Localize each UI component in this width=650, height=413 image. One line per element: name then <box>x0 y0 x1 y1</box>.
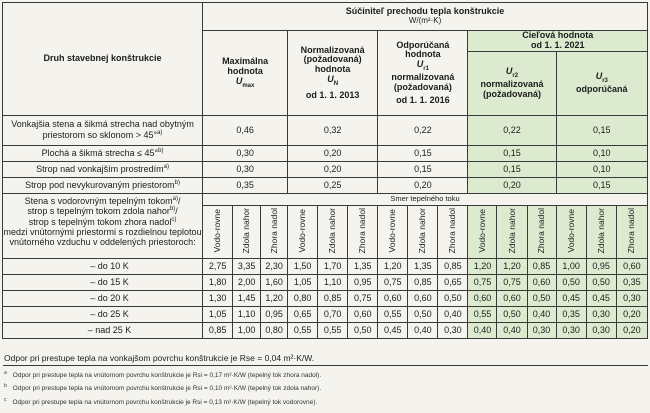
cell-ur2: 0,20 <box>468 178 556 194</box>
norm-date: od 1. 1. 2013 <box>305 89 360 100</box>
row-label <box>3 178 203 194</box>
table-cell: 0,50 <box>408 307 438 323</box>
direction-label-cell <box>378 206 408 259</box>
odp-subscript: r1 <box>423 66 429 73</box>
table-cell: 0,30 <box>438 323 468 339</box>
table-cell: 0,30 <box>616 291 647 307</box>
table-cell: 0,35 <box>556 307 586 323</box>
table-cell: 0,40 <box>497 323 527 339</box>
column-header-ur3 <box>556 52 647 116</box>
direction-label-cell <box>408 206 438 259</box>
row-label <box>3 116 203 146</box>
ur3-subscript: r3 <box>602 78 608 85</box>
table-cell: 0,30 <box>586 307 616 323</box>
direction-label-cell <box>468 206 497 259</box>
table-cell: 1,20 <box>378 259 408 275</box>
norm-symbol: U <box>327 74 334 85</box>
table-cell: 0,75 <box>378 275 408 291</box>
cell-ur2: 0,15 <box>468 146 556 162</box>
main-title: Súčiniteľ prechodu tepla konštrukcie <box>345 6 505 17</box>
complex-label-line2: strop s tepelným tokom zdola nahor <box>27 206 170 217</box>
table-cell: 0,75 <box>497 275 527 291</box>
norm-line3: hodnota <box>314 64 351 75</box>
direction-label: Zdola nahor <box>595 207 606 254</box>
footnote-b <box>3 379 648 393</box>
table-cell: 0,30 <box>586 323 616 339</box>
direction-label: Zhora nadol <box>268 207 279 254</box>
row-label-note: a) <box>163 164 169 171</box>
table-cell: 0,60 <box>527 275 556 291</box>
column-header-target <box>468 31 648 52</box>
odp-line1: Odporúčaná <box>396 39 450 50</box>
max-line1: Maximálna <box>222 55 269 66</box>
odp-line2: hodnota <box>405 49 441 60</box>
table-cell: 0,70 <box>318 307 348 323</box>
table-cell: 1,80 <box>203 275 233 291</box>
ur3-line1: odporúčaná <box>576 83 628 94</box>
column-header-ur2 <box>468 52 556 116</box>
complex-label-line2-note: b) <box>169 206 176 213</box>
ur2-subscript: r2 <box>512 73 519 80</box>
table-cell: 1,20 <box>468 259 497 275</box>
direction-label: Vodo-rovne <box>387 208 398 253</box>
complex-label-line3-note: c) <box>171 216 177 223</box>
table-row <box>3 323 648 339</box>
footnote-c-text: Odpor pri prestupe tepla na vnútornom povrchu konštrukcie je Rsi = 0,13 m²·K/W (tepelný tok vodorovne). <box>12 399 318 407</box>
direction-label: Zhora nadol <box>357 207 368 254</box>
table-row <box>3 162 648 178</box>
row-label: – do 25 K <box>3 307 203 323</box>
table-cell: 0,65 <box>438 275 468 291</box>
footnote-b-mark: b <box>4 383 7 389</box>
cell-ur1: 0,22 <box>378 116 468 146</box>
row-label: – nad 25 K <box>3 323 203 339</box>
table-cell: 0,85 <box>438 259 468 275</box>
row-label-note: b) <box>158 148 164 155</box>
table-cell: 0,35 <box>616 275 647 291</box>
cell-un: 0,25 <box>288 178 378 194</box>
table-cell: 1,35 <box>408 259 438 275</box>
table-row <box>3 275 648 291</box>
table-cell: 0,40 <box>408 323 438 339</box>
table-cell: 0,55 <box>288 323 318 339</box>
direction-header: Smer tepelného toku <box>203 194 648 206</box>
table-cell: 3,35 <box>233 259 261 275</box>
odp-date: od 1. 1. 2016 <box>396 94 450 105</box>
norm-line1: Normalizovaná <box>300 44 365 55</box>
complex-label-line1: Stena s vodorovným tepelným tokom <box>24 196 173 206</box>
direction-label: Zdola nahor <box>241 207 252 254</box>
cell-ur3: 0,15 <box>556 116 647 146</box>
table-cell: 0,40 <box>468 323 497 339</box>
table-cell: 0,30 <box>527 323 556 339</box>
direction-label-cell <box>527 206 556 259</box>
table-cell: 0,20 <box>616 307 647 323</box>
complex-label-line4: medzi vnútornými priestormi s rozdielnou teplotou vnútorného vzduchu v oddelených priestoroch: <box>3 227 202 248</box>
row-label <box>3 162 203 178</box>
cell-ur2: 0,15 <box>468 162 556 178</box>
max-line2: hodnota <box>227 65 263 76</box>
table-cell: 1,35 <box>348 259 378 275</box>
table-cell: 1,20 <box>261 291 288 307</box>
table-cell: 1,05 <box>288 275 318 291</box>
footnote-b-text: Odpor pri prestupe tepla na vnútornom povrchu konštrukcie je Rsi = 0,10 m²·K/W (tepelný tok zdola nahor). <box>12 385 322 393</box>
ur2-line1: normalizovaná <box>480 78 544 89</box>
direction-label-cell <box>438 206 468 259</box>
table-cell: 0,55 <box>318 323 348 339</box>
table-cell: 0,80 <box>288 291 318 307</box>
main-title-cell <box>203 3 648 31</box>
row-label <box>3 146 203 162</box>
cell-ur1: 0,15 <box>378 146 468 162</box>
table-cell: 0,85 <box>527 259 556 275</box>
cell-ur3: 0,10 <box>556 146 647 162</box>
direction-label-cell <box>497 206 527 259</box>
cell-ur1: 0,15 <box>378 162 468 178</box>
table-cell: 1,10 <box>233 307 261 323</box>
direction-label-cell <box>556 206 586 259</box>
direction-label-cell <box>288 206 318 259</box>
table-cell: 0,45 <box>586 291 616 307</box>
table-cell: 0,65 <box>288 307 318 323</box>
ur2-line2: (požadovaná) <box>482 88 541 99</box>
table-cell: 1,70 <box>318 259 348 275</box>
table-cell: 0,50 <box>348 323 378 339</box>
table-row <box>3 259 648 275</box>
direction-label: Vodo-rovne <box>477 208 487 253</box>
table-cell: 0,60 <box>408 291 438 307</box>
table-cell: 0,85 <box>408 275 438 291</box>
row-label: – do 15 K <box>3 275 203 291</box>
odp-line3: normalizovaná <box>391 71 455 82</box>
row-label-text: Strop nad vonkajším prostredím <box>36 164 164 175</box>
table-cell: 0,60 <box>497 291 527 307</box>
complex-label-line1-note: a) <box>172 196 178 202</box>
direction-label-cell <box>233 206 261 259</box>
table-cell: 0,50 <box>497 307 527 323</box>
direction-label-cell <box>348 206 378 259</box>
table-row <box>3 146 648 162</box>
table-cell: 0,45 <box>378 323 408 339</box>
table-row <box>3 291 648 307</box>
row-label-text: Vonkajšia stena a šikmá strecha nad obytným priestorom so sklonom > 45° <box>11 119 194 140</box>
cell-un: 0,20 <box>288 162 378 178</box>
direction-label: Zhora nadol <box>536 207 547 254</box>
direction-label: Zhora nadol <box>626 207 637 254</box>
table-row <box>3 116 648 146</box>
direction-label: Vodo-rovne <box>212 208 223 253</box>
target-line2: od 1. 1. 2021 <box>530 40 585 50</box>
table-cell: 0,75 <box>348 291 378 307</box>
direction-label: Zdola nahor <box>506 207 517 254</box>
direction-label: Vodo-rovne <box>297 208 308 253</box>
column-header-normalized <box>288 31 378 116</box>
table-row <box>3 307 648 323</box>
table-cell: 2,75 <box>203 259 233 275</box>
cell-ur1: 0,20 <box>378 178 468 194</box>
cell-ur3: 0,10 <box>556 162 647 178</box>
direction-label: Zhora nadol <box>447 207 458 254</box>
row-label-text: Strop pod nevykurovaným priestorom <box>25 180 175 191</box>
direction-label: Zdola nahor <box>327 207 338 254</box>
complex-label-line3: strop s tepelným tokom zhora nadol <box>28 216 172 227</box>
odp-line4: (požadovaná) <box>393 81 452 92</box>
table-cell: 0,30 <box>556 323 586 339</box>
table-cell: 1,10 <box>318 275 348 291</box>
column-header-druh: Druh stavebnej konštrukcie <box>3 3 203 116</box>
footnote-a-mark: a <box>4 370 7 376</box>
direction-label-cell <box>318 206 348 259</box>
direction-label: Vodo-rovne <box>565 208 576 253</box>
direction-label-cell <box>616 206 647 259</box>
table-cell: 2,00 <box>233 275 261 291</box>
norm-subscript: N <box>333 80 339 87</box>
table-cell: 2,30 <box>261 259 288 275</box>
table-cell: 0,45 <box>556 291 586 307</box>
table-cell: 0,75 <box>468 275 497 291</box>
direction-label: Zdola nahor <box>417 207 428 254</box>
odp-symbol: U <box>416 59 424 70</box>
heat-transfer-table <box>2 2 648 339</box>
row-label-note: b) <box>174 180 180 187</box>
table-cell: 1,50 <box>288 259 318 275</box>
table-cell: 0,60 <box>348 307 378 323</box>
cell-umax: 0,30 <box>203 146 288 162</box>
cell-ur3: 0,15 <box>556 178 647 194</box>
table-cell: 0,95 <box>586 259 616 275</box>
row-label-text: Plochá a šikmá strecha ≤ 45° <box>41 148 159 159</box>
note-rse: Odpor pri prestupe tepla na vonkajšom povrchu konštrukcie je Rse = 0,04 m²·K/W. <box>4 353 315 363</box>
cell-un: 0,32 <box>288 116 378 146</box>
ur3-symbol: U <box>595 71 603 82</box>
table-cell: 1,30 <box>203 291 233 307</box>
table-cell: 1,00 <box>233 323 261 339</box>
table-cell: 1,45 <box>233 291 261 307</box>
table-cell: 0,60 <box>468 291 497 307</box>
table-cell: 0,60 <box>616 259 647 275</box>
table-cell: 1,00 <box>556 259 586 275</box>
table-cell: 0,55 <box>468 307 497 323</box>
target-line1: Cieľová hodnota <box>522 30 594 41</box>
units: W/(m²·K) <box>408 16 442 26</box>
cell-umax: 0,30 <box>203 162 288 178</box>
table-cell: 0,50 <box>527 291 556 307</box>
table-cell: 0,60 <box>378 291 408 307</box>
row-label: – do 10 K <box>3 259 203 275</box>
table-cell: 0,95 <box>348 275 378 291</box>
table-cell: 1,20 <box>497 259 527 275</box>
cell-umax: 0,46 <box>203 116 288 146</box>
row-label-note: a) <box>157 130 163 136</box>
table-cell: 0,50 <box>586 275 616 291</box>
column-header-recommended <box>378 31 468 116</box>
table-cell: 0,95 <box>261 307 288 323</box>
footnote-a <box>3 365 648 379</box>
table-cell: 0,50 <box>556 275 586 291</box>
ur2-symbol: U <box>505 66 513 77</box>
table-cell: 0,85 <box>318 291 348 307</box>
table-cell: 0,20 <box>616 323 647 339</box>
table-cell: 0,40 <box>438 307 468 323</box>
cell-umax: 0,35 <box>203 178 288 194</box>
complex-row-label: Stena s vodorovným tepelným tokom$^{a)}$/ strop s tepelným tokom zdola nahor$^{b)}$/ strop s tepelným tokom zhora nadol$^{c)}$ medzi vnútornými priestormi s rozdielnou teplotou vnútorného vzduchu v oddelených priestoroch: <box>3 194 203 259</box>
table-cell: 0,50 <box>438 291 468 307</box>
table-cell: 1,60 <box>261 275 288 291</box>
table-cell: 0,40 <box>527 307 556 323</box>
direction-label-cell <box>261 206 288 259</box>
footnote-c-mark: c <box>4 397 7 403</box>
row-label: – do 20 K <box>3 291 203 307</box>
max-symbol: U <box>235 75 243 86</box>
footnote-a-text: Odpor pri prestupe tepla na vnútornom povrchu konštrukcie je Rsi = 0,17 m²·K/W (tepelný tok zhora nadol). <box>12 372 322 380</box>
direction-label-cell <box>586 206 616 259</box>
table-cell: 0,80 <box>261 323 288 339</box>
footnote-c <box>3 393 648 407</box>
norm-line2: (požadovaná) <box>303 54 362 65</box>
direction-label-cell <box>203 206 233 259</box>
max-subscript: max <box>242 82 255 89</box>
notes <box>3 351 648 407</box>
column-header-max <box>203 31 288 116</box>
table-row <box>3 178 648 194</box>
cell-un: 0,20 <box>288 146 378 162</box>
cell-ur2: 0,22 <box>468 116 556 146</box>
table-cell: 1,05 <box>203 307 233 323</box>
table-cell: 0,55 <box>378 307 408 323</box>
table-cell: 0,85 <box>203 323 233 339</box>
